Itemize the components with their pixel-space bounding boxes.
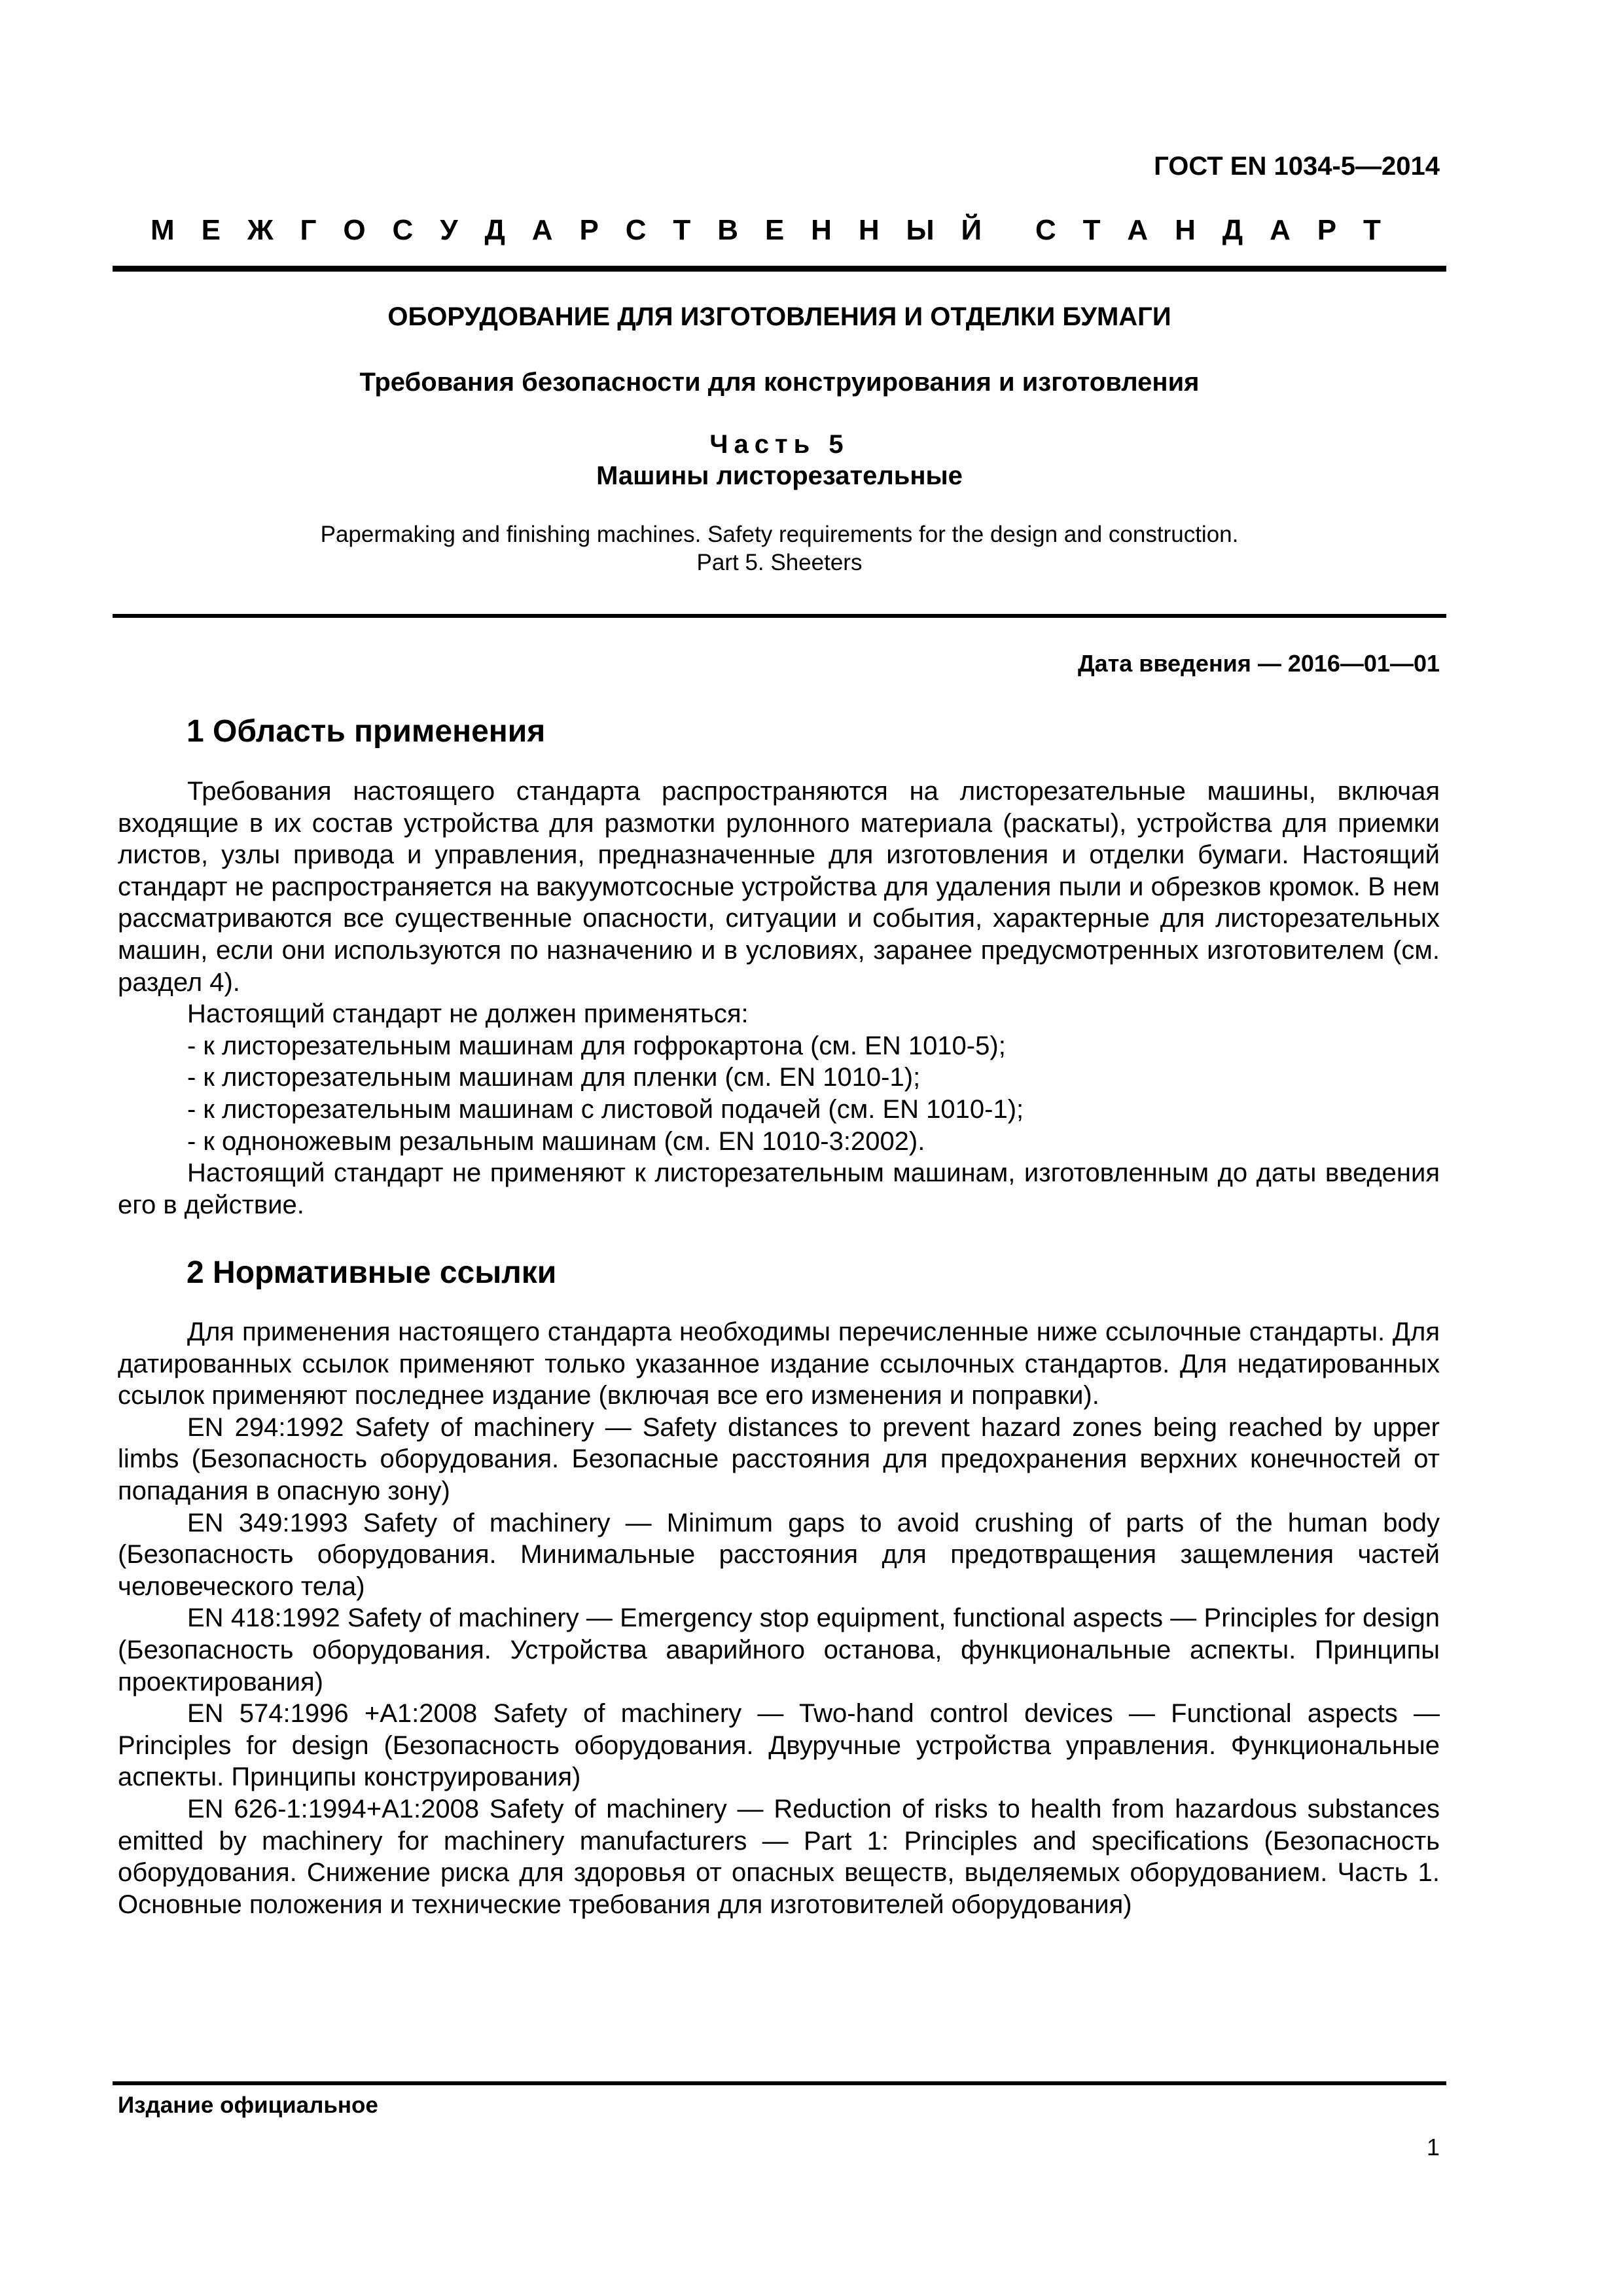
paragraph: Настоящий стандарт не должен применяться: (187, 999, 749, 1029)
series-letter: Р (1317, 214, 1337, 246)
document-title: ОБОРУДОВАНИЕ ДЛЯ ИЗГОТОВЛЕНИЯ И ОТДЕЛКИ БУМАГИ (387, 302, 1171, 331)
series-letter: А (1270, 214, 1291, 246)
series-letter: Й (961, 214, 982, 246)
series-letter: Д (484, 214, 505, 246)
list-item: - к одноножевым резальным машинам (см. EN 1010-3:2002). (187, 1126, 925, 1156)
series-letter: С (625, 214, 647, 246)
title-divider (113, 614, 1446, 618)
series-letter: Р (579, 214, 599, 246)
reference-item: EN 418:1992 Safety of machinery — Emergency stop equipment, functional aspects — Principles for design (Безопасность оборудования. Устройства аварийного останова, функциональные аспекты. Принципы проектирования) (118, 1604, 1440, 1696)
effective-date: Дата введения — 2016—01—01 (1077, 650, 1440, 677)
series-letter: С (1035, 214, 1056, 246)
reference-item: EN 626-1:1994+A1:2008 Safety of machinery — Reduction of risks to health from hazardous substances emitted by machinery for machinery manufacturers — Part 1: Principles and specifications (Безопасность оборудования. Снижение риска для здоровья от опасных веществ, выделяемых оборудованием. Часть 1. Основные положения и технические требования для изготовителей оборудования) (118, 1794, 1440, 1919)
series-letter: Т (1363, 214, 1381, 246)
reference-item: EN 294:1992 Safety of machinery — Safety distances to prevent hazard zones being reached by upper limbs (Безопасность оборудования. Безопасные расстояния для предохранения верхних конечностей от попадания в опасную зону) (118, 1412, 1440, 1505)
page-number: 1 (1426, 2134, 1440, 2161)
series-letter: А (1127, 214, 1149, 246)
section-1-body (118, 776, 1440, 1221)
english-title-line-2: Part 5. Sheeters (696, 550, 863, 575)
document-number: ГОСТ EN 1034-5—2014 (1154, 152, 1440, 181)
document-subtitle: Требования безопасности для конструирования и изготовления (359, 368, 1200, 397)
section-2-body (118, 1316, 1440, 1920)
series-letter: Т (1082, 214, 1101, 246)
series-letter: Н (811, 214, 832, 246)
footer-divider (113, 2081, 1446, 2085)
part-number: Часть 5 (709, 430, 849, 459)
reference-item: EN 349:1993 Safety of machinery — Minimum gaps to avoid crushing of parts of the human body (Безопасность оборудования. Минимальные расстояния для предотвращения защемления частей человеческого тела) (118, 1508, 1440, 1601)
series-letter: С (392, 214, 414, 246)
english-title-line-1: Papermaking and finishing machines. Safety requirements for the design and construction. (320, 522, 1239, 547)
list-item: - к листорезательным машинам для пленки (см. EN 1010-1); (187, 1063, 921, 1092)
series-letter: В (717, 214, 738, 246)
series-letter: М (151, 214, 175, 246)
paragraph: Требования настоящего стандарта распространяются на листорезательные машины, включая входящие в их состав устройства для размотки рулонного материала (раскаты), устройства для приемки листов, узлы привода и управления, предназначенные для изготовления и отделки бумаги. Настоящий стандарт не распространяется на вакуумотсосные устройства для удаления пыли и обрезков кромок. В нем рассматриваются все существенные опасности, ситуации и события, характерные для листорезательных машин, если они используются по назначению и в условиях, заранее предусмотренных изготовителем (см. раздел 4). (118, 777, 1440, 997)
standard-series-heading (151, 214, 1381, 247)
section-2-heading: 2 Нормативные ссылки (187, 1255, 557, 1290)
section-1-heading: 1 Область применения (187, 714, 546, 749)
series-letter: Т (673, 214, 691, 246)
list-item: - к листорезательным машинам с листовой подачей (см. EN 1010-1); (187, 1094, 1024, 1124)
reference-item: EN 574:1996 +A1:2008 Safety of machinery — Two-hand control devices — Functional aspects — Principles for design (Безопасность оборудования. Двуручные устройства управления. Функциональные аспекты. Принципы конструирования) (118, 1699, 1440, 1792)
series-letter: У (440, 214, 458, 246)
part-title: Машины листорезательные (596, 461, 963, 490)
series-letter: А (531, 214, 553, 246)
series-letter: Д (1222, 214, 1243, 246)
series-letter: Ж (247, 214, 274, 246)
series-letter: Г (300, 214, 317, 246)
series-letter: Н (858, 214, 880, 246)
series-letter: Е (764, 214, 785, 246)
series-letter: Ы (906, 214, 935, 246)
paragraph: Для применения настоящего стандарта необходимы перечисленные ниже ссылочные стандарты. Для датированных ссылок применяют только указанное издание ссылочных стандартов. Для недатированных ссылок применяют последнее издание (включая все его изменения и поправки). (118, 1318, 1440, 1410)
official-edition-label: Издание официальное (118, 2092, 378, 2118)
series-letter: О (343, 214, 366, 246)
header-divider (113, 266, 1446, 272)
list-item: - к листорезательным машинам для гофрокартона (см. EN 1010-5); (187, 1031, 1006, 1060)
series-letter: Н (1175, 214, 1196, 246)
paragraph: Настоящий стандарт не применяют к листорезательным машинам, изготовленным до даты введения его в действие. (118, 1158, 1440, 1219)
series-letter: Е (201, 214, 221, 246)
